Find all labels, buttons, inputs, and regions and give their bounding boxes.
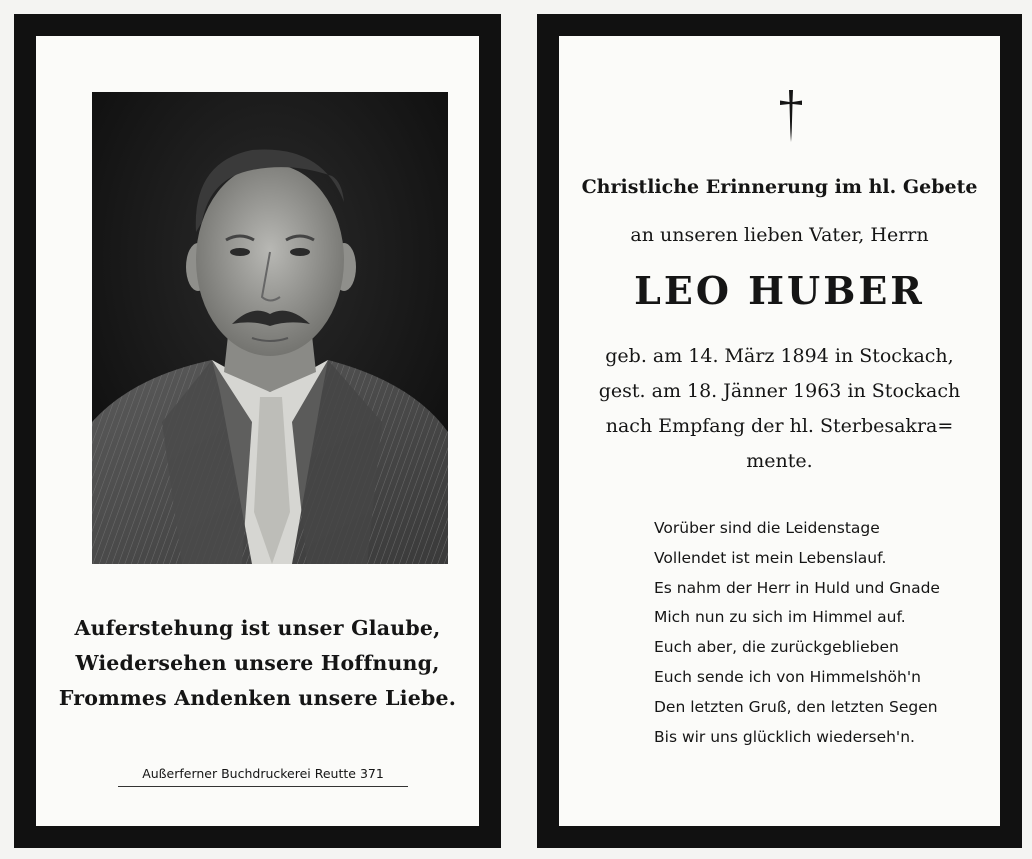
- poem-line: Es nahm der Herr in Huld und Gnade: [654, 578, 940, 597]
- motto-line: Frommes Andenken unsere Liebe.: [58, 686, 457, 710]
- poem-line: Den letzten Gruß, den letzten Segen: [654, 697, 938, 716]
- memorial-card-left: [14, 14, 501, 848]
- poem-line: Euch aber, die zurückgeblieben: [654, 638, 899, 657]
- poem: [654, 514, 940, 752]
- poem-line: Mich nun zu sich im Himmel auf.: [654, 608, 906, 627]
- portrait-photo: [92, 92, 448, 564]
- poem-line: Euch sende ich von Himmelshöh'n: [654, 667, 921, 686]
- detail-line: mente.: [746, 450, 813, 472]
- motto-text: [36, 611, 479, 716]
- deceased-name: LEO HUBER: [634, 268, 925, 313]
- life-details: [559, 339, 1000, 479]
- cross-icon: [778, 88, 804, 144]
- detail-line: geb. am 14. März 1894 in Stockach,: [605, 345, 954, 367]
- card-left-paper: [36, 36, 479, 826]
- poem-line: Vollendet ist mein Lebenslauf.: [654, 548, 887, 567]
- memorial-card-right: [537, 14, 1022, 848]
- printer-imprint: Außerferner Buchdruckerei Reutte 371: [118, 766, 408, 787]
- motto-line: Auferstehung ist unser Glaube,: [74, 616, 441, 640]
- portrait-image: [92, 92, 448, 564]
- poem-line: Vorüber sind die Leidenstage: [654, 519, 880, 537]
- card-right-paper: [559, 36, 1000, 826]
- poem-line: Bis wir uns glücklich wiederseh'n.: [654, 727, 915, 746]
- remembrance-heading: Christliche Erinnerung im hl. Gebete: [581, 176, 978, 198]
- detail-line: gest. am 18. Jänner 1963 in Stockach: [598, 380, 961, 402]
- dedication-line: an unseren lieben Vater, Herrn: [630, 224, 929, 246]
- motto-line: Wiedersehen unsere Hoffnung,: [75, 651, 440, 675]
- detail-line: nach Empfang der hl. Sterbesakra=: [605, 415, 954, 437]
